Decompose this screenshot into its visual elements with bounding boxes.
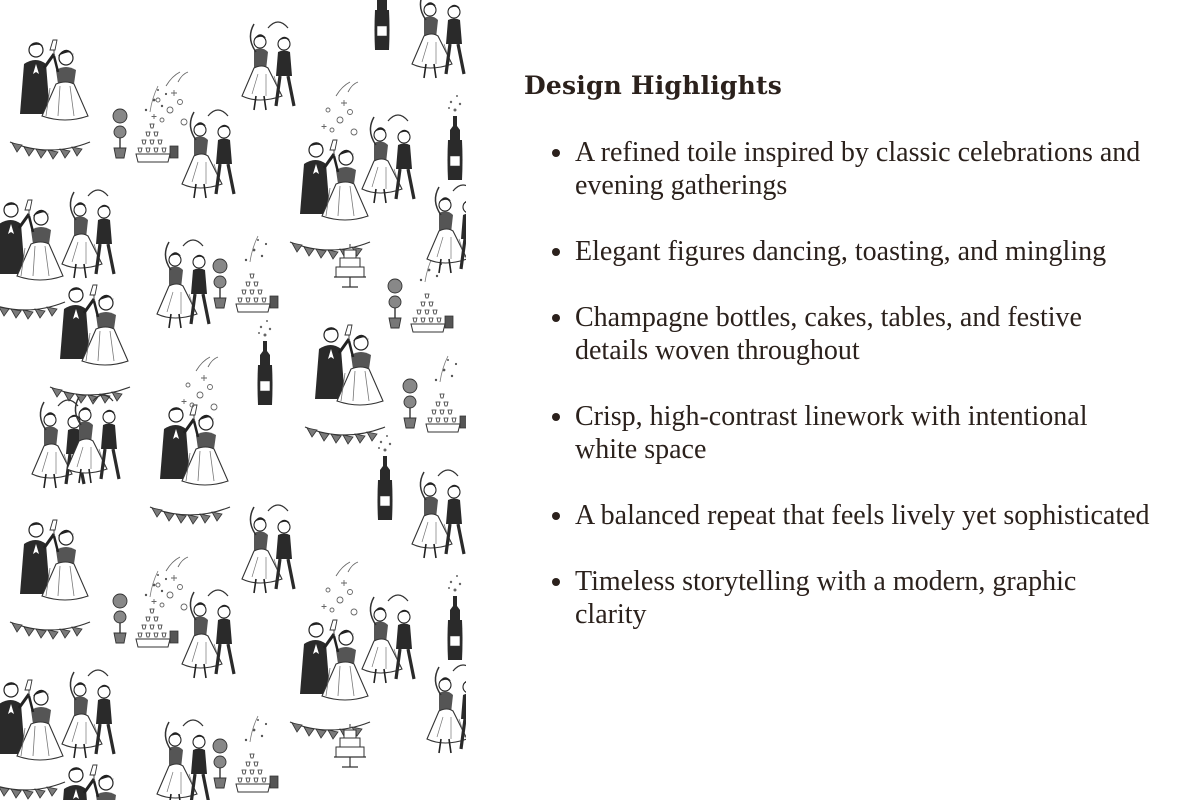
bullet-icon	[552, 248, 560, 256]
list-item-text: Timeless storytelling with a modern, graphic clarity	[575, 565, 1077, 630]
list-item-text: Crisp, high-contrast linework with intentional white space	[575, 400, 1088, 465]
bullet-icon	[552, 149, 560, 157]
highlights-list	[524, 136, 1154, 631]
bullet-icon	[552, 512, 560, 520]
list-item-text: Champagne bottles, cakes, tables, and festive details woven throughout	[575, 301, 1082, 366]
bullet-icon	[552, 578, 560, 586]
list-item	[524, 499, 1154, 532]
list-item-text: A balanced repeat that feels lively yet sophisticated	[575, 499, 1150, 531]
section-heading: Design Highlights	[524, 71, 782, 100]
list-item	[524, 301, 1154, 367]
toile-pattern-image	[0, 0, 466, 800]
list-item	[524, 136, 1154, 202]
bullet-icon	[552, 314, 560, 322]
list-item	[524, 235, 1154, 268]
pattern-svg	[0, 0, 466, 800]
design-highlights-panel	[524, 72, 1154, 664]
list-item	[524, 565, 1154, 631]
bullet-icon	[552, 413, 560, 421]
list-item-text: Elegant figures dancing, toasting, and mingling	[575, 235, 1107, 267]
list-item	[524, 400, 1154, 466]
list-item-text: A refined toile inspired by classic celebrations and evening gatherings	[575, 136, 1141, 201]
